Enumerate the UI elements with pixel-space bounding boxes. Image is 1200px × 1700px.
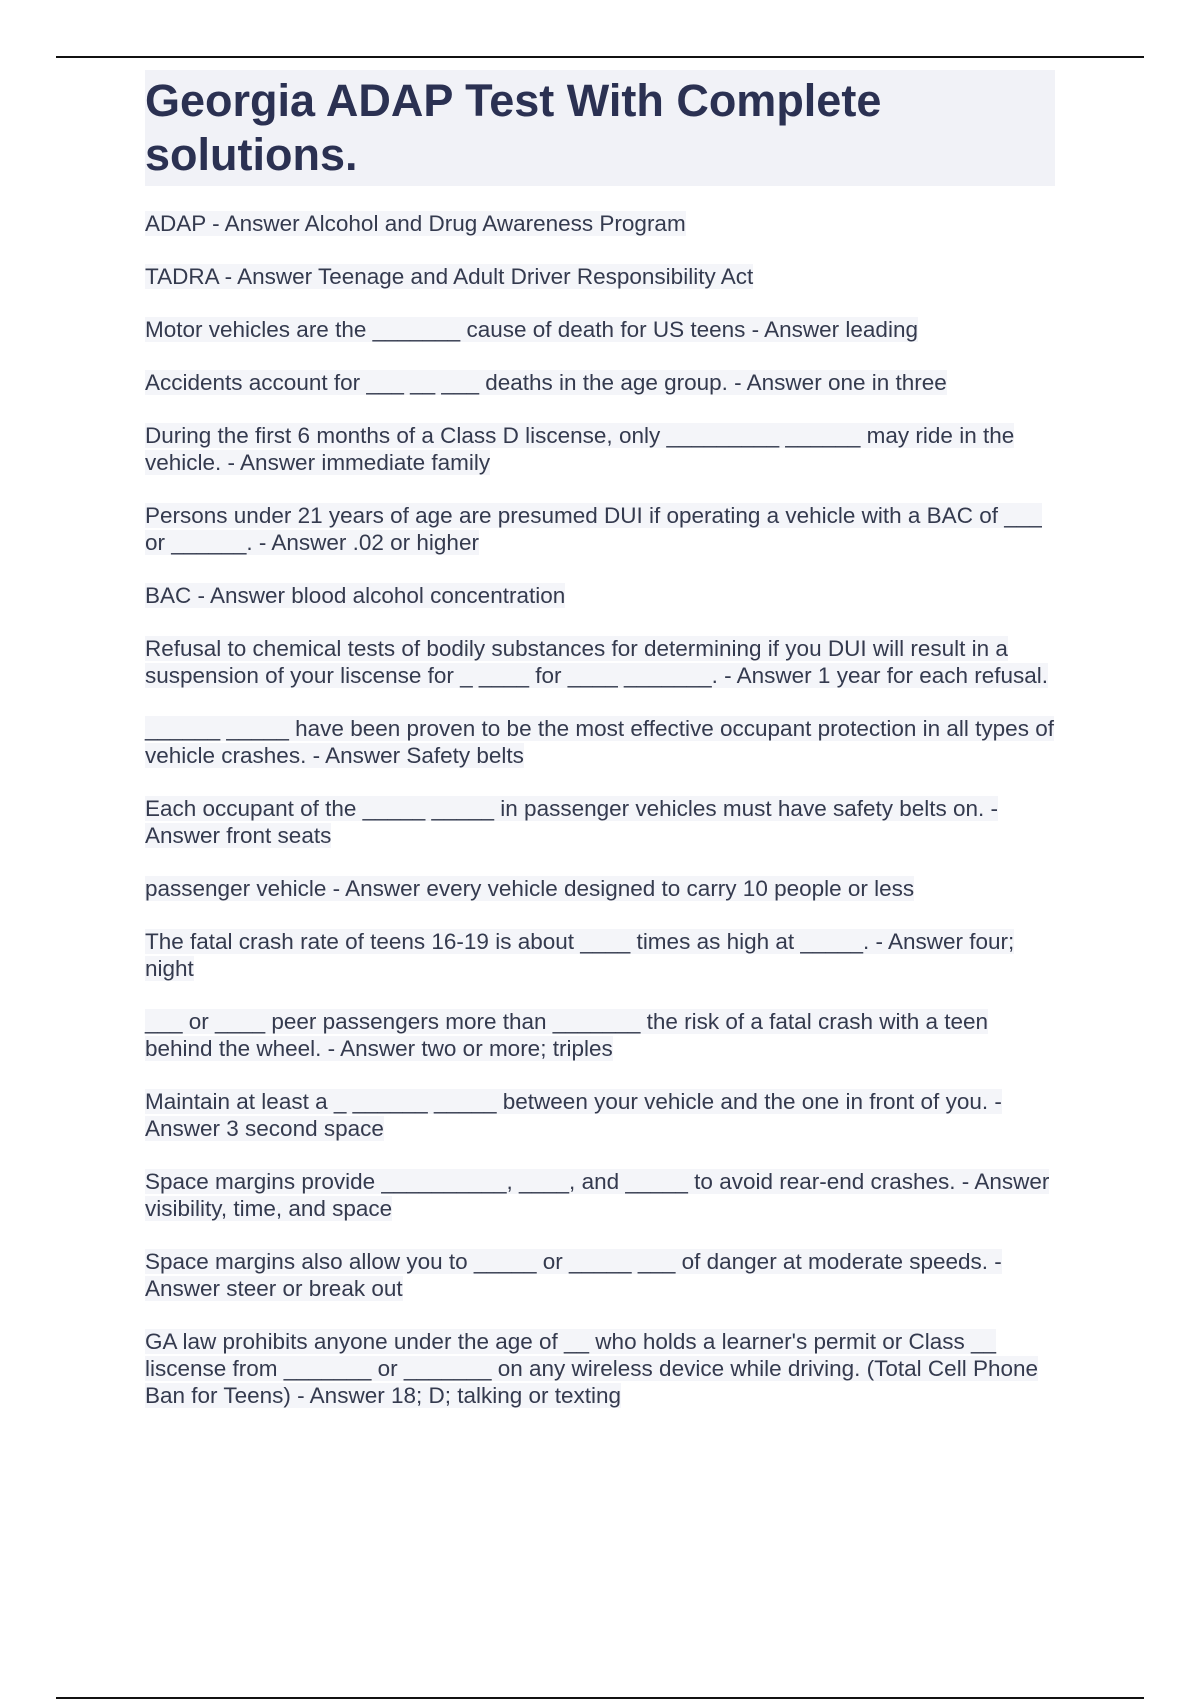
qa-list [145,210,1055,1409]
qa-text: TADRA - Answer Teenage and Adult Driver Responsibility Act [145,264,754,289]
qa-text: Maintain at least a _ ______ _____ between your vehicle and the one in front of you. - Answer 3 second space [145,1089,1002,1141]
qa-item [145,1248,1055,1302]
qa-text: GA law prohibits anyone under the age of __ who holds a learner's permit or Class __ liscense from _______ or _______ on any wireless device while driving. (Total Cell Phone Ban for Teens) - Answer 18; D; talking or texting [145,1329,1039,1408]
qa-item [145,1328,1055,1409]
qa-text: passenger vehicle - Answer every vehicle designed to carry 10 people or less [145,876,915,901]
qa-item [145,1168,1055,1222]
qa-item [145,1008,1055,1062]
qa-item [145,263,1055,290]
qa-text: Each occupant of the _____ _____ in passenger vehicles must have safety belts on. - Answer front seats [145,796,999,848]
qa-item [145,582,1055,609]
qa-text: Refusal to chemical tests of bodily substances for determining if you DUI will result in a suspension of your liscense for _ ____ for ____ _______. - Answer 1 year for each refusal. [145,636,1049,688]
qa-text: The fatal crash rate of teens 16-19 is about ____ times as high at _____. - Answer four; night [145,929,1015,981]
qa-text: Accidents account for ___ __ ___ deaths in the age group. - Answer one in three [145,370,947,395]
qa-text: Space margins provide __________, ____, and _____ to avoid rear-end crashes. - Answer visibility, time, and space [145,1169,1050,1221]
page-title: Georgia ADAP Test With Complete solutions. [145,70,1055,186]
qa-item [145,635,1055,689]
qa-item [145,795,1055,849]
qa-item [145,369,1055,396]
qa-item [145,316,1055,343]
qa-text: Space margins also allow you to _____ or _____ ___ of danger at moderate speeds. - Answer steer or break out [145,1249,1002,1301]
qa-item [145,210,1055,237]
qa-item [145,502,1055,556]
qa-item [145,1088,1055,1142]
qa-text: Persons under 21 years of age are presumed DUI if operating a vehicle with a BAC of ___ or ______. - Answer .02 or higher [145,503,1042,555]
qa-item [145,928,1055,982]
qa-text: ______ _____ have been proven to be the most effective occupant protection in all types of vehicle crashes. - Answer Safety belts [145,716,1054,768]
qa-item [145,715,1055,769]
top-rule [56,56,1144,58]
qa-item [145,422,1055,476]
qa-item [145,875,1055,902]
qa-text: ___ or ____ peer passengers more than _______ the risk of a fatal crash with a teen behind the wheel. - Answer two or more; triples [145,1009,989,1061]
bottom-rule [56,1697,1144,1699]
qa-text: During the first 6 months of a Class D liscense, only _________ ______ may ride in the vehicle. - Answer immediate family [145,423,1015,475]
document-body [145,70,1055,1435]
qa-text: ADAP - Answer Alcohol and Drug Awareness Program [145,211,686,236]
qa-text: BAC - Answer blood alcohol concentration [145,583,566,608]
qa-text: Motor vehicles are the _______ cause of death for US teens - Answer leading [145,317,918,342]
